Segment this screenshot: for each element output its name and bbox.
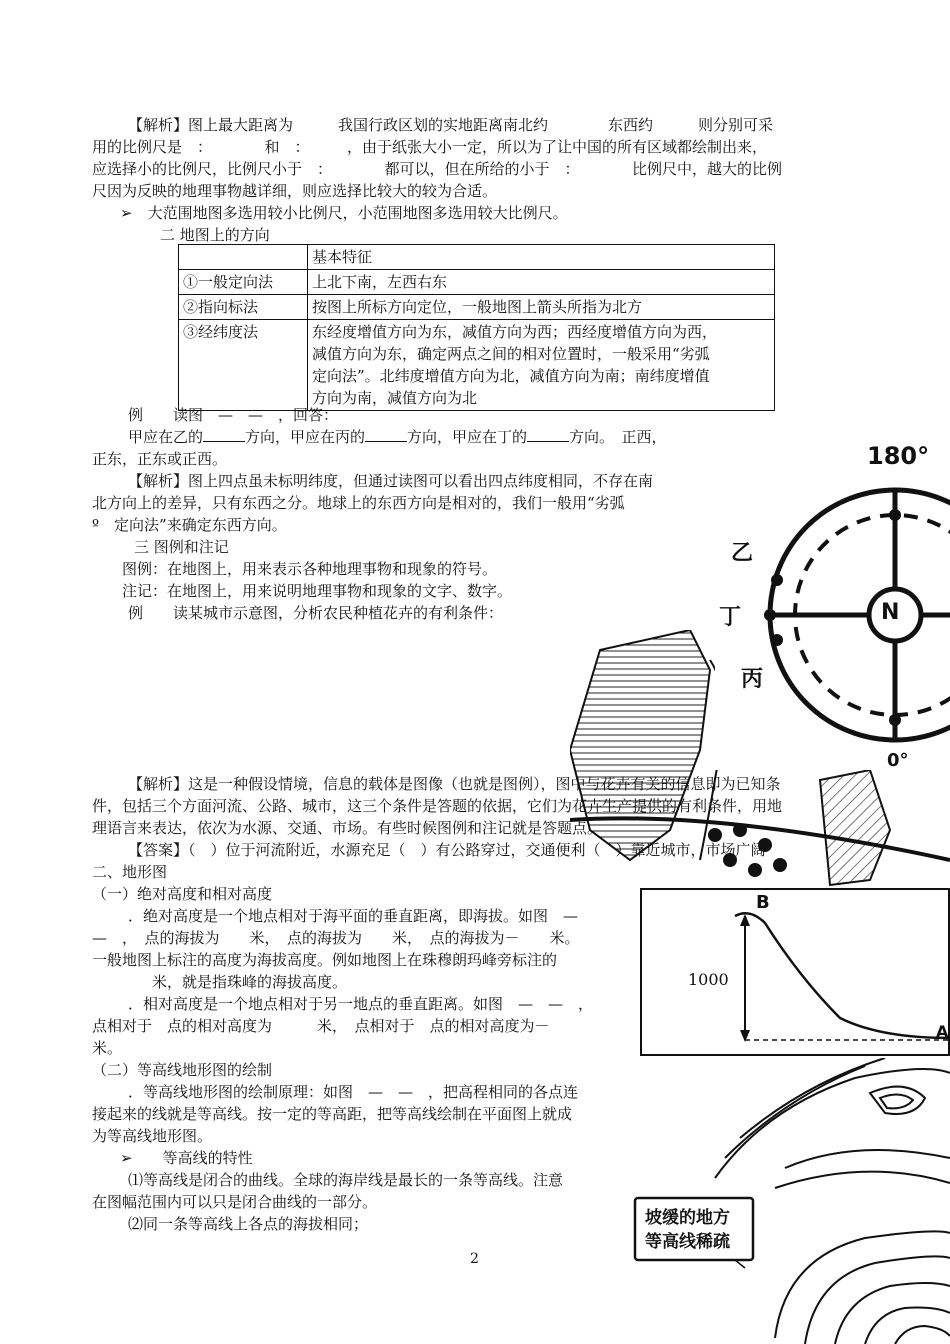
answer-blank: [365, 427, 407, 442]
profile-illustration: [640, 888, 950, 1056]
section-heading-topo: 二、地形图: [92, 863, 168, 881]
feature-cell: 上北下南，左西右东: [308, 270, 775, 295]
example1-answer-cont: 正东，正东或正西。: [92, 450, 228, 468]
point-label-yi: 乙: [731, 541, 754, 566]
table-row: [179, 245, 775, 270]
contour-figure: [625, 1058, 950, 1344]
topo-p1-line-1: ．绝对高度是一个地点相对于海平面的垂直距离，即海拔。如图 —: [128, 907, 579, 925]
example2-prompt: 例 读某城市示意图，分析农民种植花卉的有利条件：: [128, 604, 504, 622]
subheading-heights: （一）绝对高度和相对高度: [92, 885, 273, 903]
answer-line: 【答案】（ ）位于河流附近，水源充足（ ）有公路穿过，交通便利（ ）靠近城市，市场广阔: [128, 841, 766, 859]
feature-line: 减值方向为东，确定两点之间的相对位置时，一般采用“劣弧: [312, 345, 710, 363]
feature-cell: 按图上所标方向定位，一般地图上箭头所指为北方: [308, 295, 775, 320]
profile-figure: [640, 888, 950, 1056]
topo-p3-line-2: 接起来的线就是等高线。按一定的等高距，把等高线绘制在平面图上就成: [92, 1105, 573, 1123]
topo-p2-line-3: 米。: [92, 1039, 123, 1057]
method-cell: ①一般定向法: [179, 270, 308, 295]
feature-cell: [308, 320, 775, 411]
north-label: N: [881, 600, 900, 625]
direction-table: [178, 244, 775, 411]
legend-definition: 图例：在地图上，用来表示各种地理事物和现象的符号。: [122, 560, 498, 578]
table-row: [179, 270, 775, 295]
contour-property-1a: ⑴等高线是闭合的曲线。全球的海岸线是最长的一条等高线。注意: [128, 1171, 564, 1189]
compass-label-180: 180°: [867, 442, 930, 470]
topo-p2-line-1: ．相对高度是一个地点相对于另一地点的垂直距离。如图 — — ，: [128, 995, 594, 1013]
example1-prompt: 例 读图 — — ，回答：: [128, 406, 339, 424]
profile-height-label: 1000: [688, 970, 729, 989]
table-row: [179, 295, 775, 320]
contour-illustration: [625, 1058, 950, 1344]
analysis2-line-3: 理语言来表达，依次为水源、交通、市场。有些时候图例和注记就是答题点。: [92, 819, 603, 837]
example1-question: 甲应在乙的 方向，甲应在丙的 方向，甲应在丁的 方向。 正西，: [128, 428, 667, 446]
topo-p1-line-4: 米，就是指珠峰的海拔高度。: [152, 973, 348, 991]
table-header-feature: 基本特征: [308, 245, 775, 270]
contour-properties-heading: ➢ 等高线的特性: [120, 1149, 253, 1167]
topo-p2-line-2: 点相对于 点的相对高度为 米， 点相对于 点的相对高度为－: [92, 1017, 550, 1035]
subheading-contour: （二）等高线地形图的绘制: [92, 1061, 273, 1079]
example1-analysis-3: º 定向法”来确定东西方向。: [92, 516, 287, 534]
profile-label-b: B: [756, 892, 770, 913]
analysis-line-3: 应选择小的比例尺，比例尺小于 ： 都可以，但在所给的小于 ： 比例尺中，越大的比例: [92, 160, 783, 178]
compass-figure: [715, 440, 950, 770]
point-label-ding: 丁: [719, 605, 742, 630]
analysis-line-4: 尺因为反映的地理事物越详细，则应选择比较大的较为合适。: [92, 182, 498, 200]
topo-p1-line-3: 一般地图上标注的高度为海拔高度。例如地图上在珠穆朗玛峰旁标注的: [92, 951, 558, 969]
topo-p1-line-2: — ， 点的海拔为 米， 点的海拔为 米， 点的海拔为－ 米。: [92, 929, 580, 947]
answer-blank: [203, 427, 245, 442]
contour-property-1b: 在图幅范围内可以只是闭合曲线的一部分。: [92, 1193, 378, 1211]
compass-label-0: 0°: [887, 750, 909, 770]
note-definition: 注记：在地图上，用来说明地理事物和现象的文字、数字。: [122, 582, 513, 600]
compass-illustration: [715, 440, 950, 770]
contour-caption: 坡缓的地方 等高线稀疏: [645, 1208, 730, 1252]
section-heading-legend: 三 图例和注记: [134, 538, 229, 556]
feature-line: 定向法”。北纬度增值方向为北，减值方向为南；南纬度增值: [312, 367, 710, 385]
table-header-empty: [179, 245, 308, 270]
feature-line: 方向为南，减值方向为北: [312, 389, 478, 407]
topo-p3-line-3: 为等高线地形图。: [92, 1127, 213, 1145]
example1-analysis-2: 北方向上的差异，只有东西之分。地球上的东西方向是相对的，我们一般用“劣弧: [92, 494, 625, 512]
profile-label-a: A: [936, 1022, 949, 1041]
bullet-scale: ➢ 大范围地图多选用较小比例尺，小范围地图多选用较大比例尺。: [120, 204, 568, 222]
feature-line: 东经度增值方向为东，减值方向为西；西经度增值方向为西，: [312, 323, 718, 341]
answer-blank: [527, 427, 569, 442]
example1-analysis-1: 【解析】图上四点虽未标明纬度，但通过读图可以看出四点纬度相同，不存在南: [128, 472, 654, 490]
table-row: [179, 320, 775, 411]
point-label-bing: 丙: [741, 667, 764, 692]
section-heading-direction: 二 地图上的方向: [160, 226, 270, 244]
method-cell: ②指向标法: [179, 295, 308, 320]
page-number: 2: [470, 1251, 479, 1267]
topo-p3-line-1: ．等高线地形图的绘制原理：如图 — — ，把高程相同的各点连: [128, 1083, 579, 1101]
method-cell: ③经纬度法: [179, 320, 308, 411]
analysis2-line-1: 【解析】这是一种假设情境，信息的载体是图像（也就是图例），图中与花卉有关的信息即为已知条: [128, 775, 781, 793]
analysis-line-1: 【解析】图上最大距离为 我国行政区划的实地距离南北约 东西约 则分别可采: [128, 116, 774, 134]
analysis-line-2: 用的比例尺是 ： 和 ： ，由于纸张大小一定，所以为了让中国的所有区域都绘制出来，: [92, 138, 768, 156]
contour-property-2: ⑵同一条等高线上各点的海拔相同；: [128, 1215, 369, 1233]
analysis2-line-2: 件，包括三个方面河流、公路、城市，这三个条件是答题的依据，它们为花卉生产提供的有利条件，用地: [92, 797, 783, 815]
